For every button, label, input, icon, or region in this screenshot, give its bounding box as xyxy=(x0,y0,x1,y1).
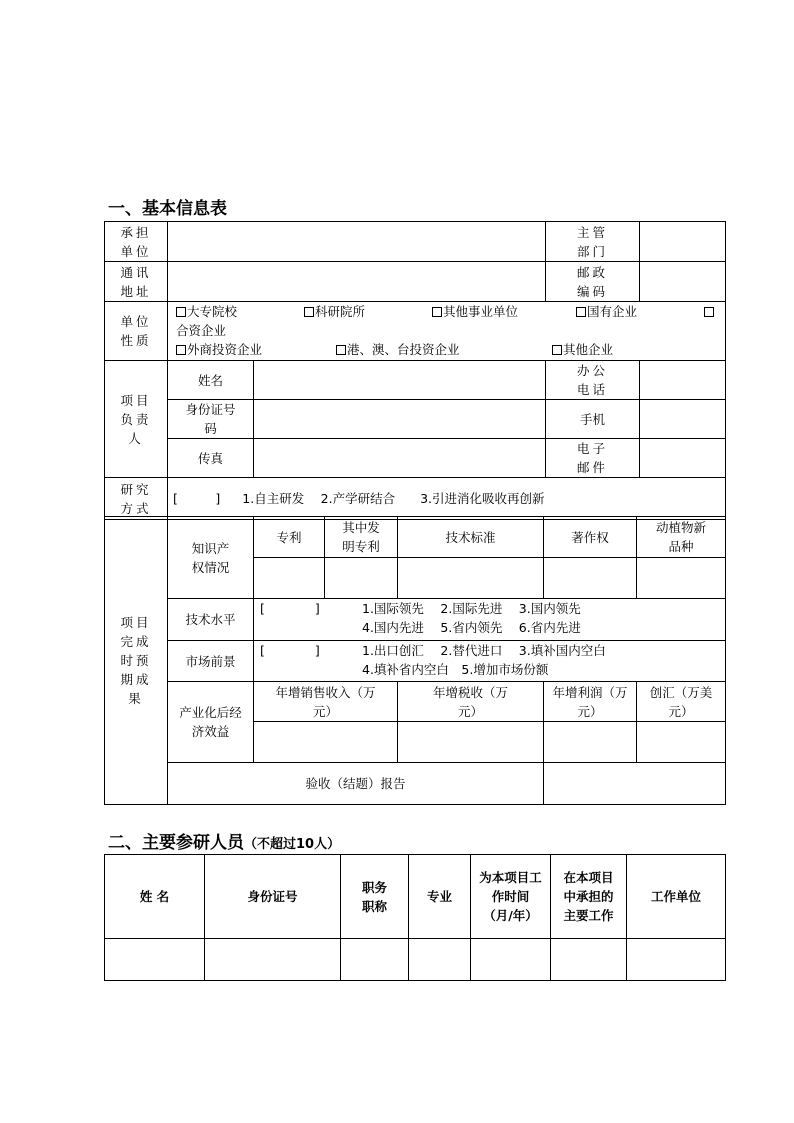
participant-work-field[interactable] xyxy=(551,939,627,981)
office-phone-field[interactable] xyxy=(640,361,726,400)
checkbox-icon[interactable] xyxy=(576,307,586,317)
leader-id-label: 身份证号 码 xyxy=(168,400,254,439)
ip-col-patent: 专利 xyxy=(254,517,325,558)
acceptance-report-field[interactable] xyxy=(544,763,726,805)
market-bracket[interactable]: [ ] xyxy=(260,643,320,658)
ip-col-copyright: 著作权 xyxy=(544,517,637,558)
econ-fx-field[interactable] xyxy=(637,722,726,763)
tech-level-label: 技术水平 xyxy=(168,599,254,641)
ip-copyright-field[interactable] xyxy=(544,558,637,599)
unit-nature-options xyxy=(168,302,726,361)
expected-outcome-table xyxy=(104,516,726,805)
acceptance-report-label: 验收（结题）报告 xyxy=(168,763,544,805)
ip-invention-field[interactable] xyxy=(325,558,398,599)
ip-col-plant-variety: 动植物新品种 xyxy=(637,517,726,558)
checkbox-icon[interactable] xyxy=(432,307,442,317)
tech-level-bracket[interactable]: [ ] xyxy=(260,601,320,616)
tech-level-line1: 1.国际领先 2.国际先进 3.国内领先 xyxy=(362,601,581,616)
checkbox-icon[interactable] xyxy=(704,307,714,317)
expected-outcome-label: 项目完成时预期成果 xyxy=(105,517,168,805)
col-title: 职务职称 xyxy=(341,855,409,939)
mobile-field[interactable] xyxy=(640,400,726,439)
market-outlook-options[interactable] xyxy=(254,641,726,682)
econ-col-tax: 年增税收（万元） xyxy=(398,682,544,722)
col-work-time: 为本项目工作时间（月/年） xyxy=(471,855,551,939)
basic-info-table xyxy=(104,221,726,520)
econ-col-profit: 年增利润（万元） xyxy=(544,682,637,722)
leader-name-field[interactable] xyxy=(254,361,546,400)
address-field[interactable] xyxy=(168,262,546,302)
research-mode-options[interactable] xyxy=(168,478,726,520)
econ-profit-field[interactable] xyxy=(544,722,637,763)
participant-id-field[interactable] xyxy=(205,939,341,981)
tech-level-options[interactable] xyxy=(254,599,726,641)
checkbox-icon[interactable] xyxy=(552,345,562,355)
research-mode-bracket[interactable]: [ ] xyxy=(173,491,221,506)
unit-nature-option[interactable]: 大专院校 xyxy=(176,302,237,321)
supervising-dept-label: 主管部门 xyxy=(546,222,640,262)
col-work-unit: 工作单位 xyxy=(627,855,726,939)
unit-nature-option[interactable]: 科研院所 xyxy=(304,302,365,321)
leader-name-label: 姓名 xyxy=(168,361,254,400)
econ-sales-field[interactable] xyxy=(254,722,398,763)
research-mode-label: 研究方式 xyxy=(105,478,168,520)
address-label: 通讯地址 xyxy=(105,262,168,302)
participant-major-field[interactable] xyxy=(409,939,471,981)
unit-nature-label: 单位性质 xyxy=(105,302,168,361)
col-major: 专业 xyxy=(409,855,471,939)
participant-title-field[interactable] xyxy=(341,939,409,981)
participant-time-field[interactable] xyxy=(471,939,551,981)
tech-level-line2: 4.国内先进 5.省内领先 6.省内先进 xyxy=(362,620,581,635)
mobile-label: 手机 xyxy=(546,400,640,439)
ip-variety-field[interactable] xyxy=(637,558,726,599)
checkbox-icon[interactable] xyxy=(304,307,314,317)
undertaking-unit-label: 承担单位 xyxy=(105,222,168,262)
econ-col-sales: 年增销售收入（万元） xyxy=(254,682,398,722)
market-line2: 4.填补省内空白 5.增加市场份额 xyxy=(362,662,549,677)
unit-nature-option[interactable]: 外商投资企业 xyxy=(176,340,262,359)
email-field[interactable] xyxy=(640,439,726,478)
econ-col-fx: 创汇（万美元） xyxy=(637,682,726,722)
leader-id-field[interactable] xyxy=(254,400,546,439)
ip-patent-field[interactable] xyxy=(254,558,325,599)
col-name: 姓 名 xyxy=(105,855,205,939)
office-phone-label: 办公电话 xyxy=(546,361,640,400)
postcode-label: 邮政编码 xyxy=(546,262,640,302)
unit-nature-option[interactable]: 其他企业 xyxy=(552,340,613,359)
unit-nature-option-label: 合资企业 xyxy=(176,323,227,338)
participants-table xyxy=(104,854,726,981)
research-mode-choices: 1.自主研发 2.产学研结合 3.引进消化吸收再创新 xyxy=(242,491,545,506)
unit-nature-option-checkbox[interactable] xyxy=(704,302,715,321)
undertaking-unit-field[interactable] xyxy=(168,222,546,262)
market-line1: 1.出口创汇 2.替代进口 3.填补国内空白 xyxy=(362,643,606,658)
section2-title-note: （不超过10人） xyxy=(244,837,341,852)
unit-nature-option[interactable]: 港、澳、台投资企业 xyxy=(336,340,460,359)
section1-title: 一、基本信息表 xyxy=(108,199,227,219)
section2-title: 二、主要参研人员（不超过10人） xyxy=(108,833,341,853)
checkbox-icon[interactable] xyxy=(336,345,346,355)
postcode-field[interactable] xyxy=(640,262,726,302)
unit-nature-option[interactable]: 国有企业 xyxy=(576,302,637,321)
economic-benefit-label: 产业化后经济效益 xyxy=(168,682,254,763)
participant-unit-field[interactable] xyxy=(627,939,726,981)
ip-col-invention-patent: 其中发明专利 xyxy=(325,517,398,558)
ip-standard-field[interactable] xyxy=(398,558,544,599)
checkbox-icon[interactable] xyxy=(176,307,186,317)
supervising-dept-field[interactable] xyxy=(640,222,726,262)
fax-label: 传真 xyxy=(168,439,254,478)
participant-name-field[interactable] xyxy=(105,939,205,981)
market-outlook-label: 市场前景 xyxy=(168,641,254,682)
ip-status-label: 知识产权情况 xyxy=(168,517,254,599)
col-id-number: 身份证号 xyxy=(205,855,341,939)
fax-field[interactable] xyxy=(254,439,546,478)
email-label: 电子邮件 xyxy=(546,439,640,478)
project-leader-label: 项目负责人 xyxy=(105,361,168,478)
checkbox-icon[interactable] xyxy=(176,345,186,355)
ip-col-tech-standard: 技术标准 xyxy=(398,517,544,558)
unit-nature-option[interactable]: 其他事业单位 xyxy=(432,302,518,321)
econ-tax-field[interactable] xyxy=(398,722,544,763)
col-main-work: 在本项目中承担的主要工作 xyxy=(551,855,627,939)
